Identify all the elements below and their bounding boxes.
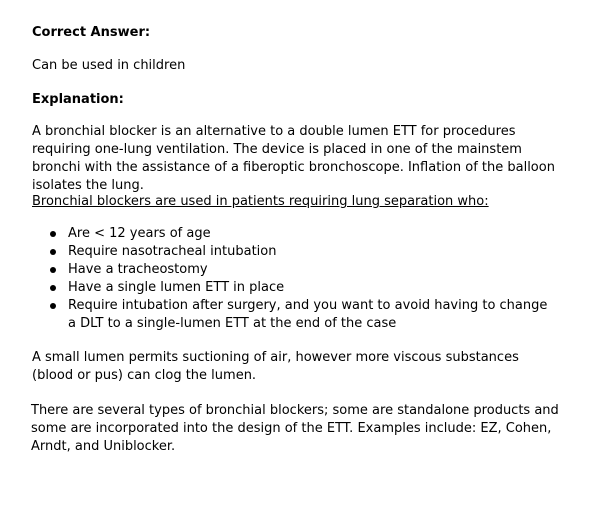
- list-item: [32, 261, 552, 279]
- list-item: [32, 243, 552, 261]
- bullet-icon: [50, 303, 56, 309]
- correct-answer-value: Can be used in children: [32, 58, 186, 73]
- explanation-intro: A bronchial blocker is an alternative to a double lumen ETT for procedures requiring one-lung ventilation. The device is placed in one of the mainstem bronchi with the assistance of a fiberoptic bronchoscope. Inflation of the balloon isolates the lung.: [32, 124, 555, 193]
- correct-answer-label: Correct Answer:: [32, 25, 151, 40]
- bullet-icon: [50, 249, 56, 255]
- indication-list: [32, 225, 552, 333]
- list-item-text: Require nasotracheal intubation: [68, 244, 277, 259]
- list-item: [32, 279, 552, 297]
- list-item: [32, 225, 552, 243]
- bullet-icon: [50, 267, 56, 273]
- list-item-text: Have a tracheostomy: [68, 262, 208, 277]
- list-item-text: Have a single lumen ETT in place: [68, 280, 285, 295]
- types-note: There are several types of bronchial blockers; some are standalone products and some are incorporated into the design of the ETT. Examples include: EZ, Cohen, Arndt, and Uniblocker.: [31, 403, 559, 454]
- bullet-icon: [50, 231, 56, 237]
- list-item-text: Require intubation after surgery, and you want to avoid having to change a DLT to a single-lumen ETT at the end of the case: [68, 298, 548, 331]
- list-item: [32, 297, 552, 333]
- bullet-icon: [50, 285, 56, 291]
- list-item-text: Are < 12 years of age: [68, 226, 211, 241]
- explanation-label: Explanation:: [32, 92, 124, 107]
- lumen-note: A small lumen permits suctioning of air, however more viscous substances (blood or pus) can clog the lumen.: [32, 350, 519, 383]
- list-heading: Bronchial blockers are used in patients requiring lung separation who:: [32, 194, 489, 209]
